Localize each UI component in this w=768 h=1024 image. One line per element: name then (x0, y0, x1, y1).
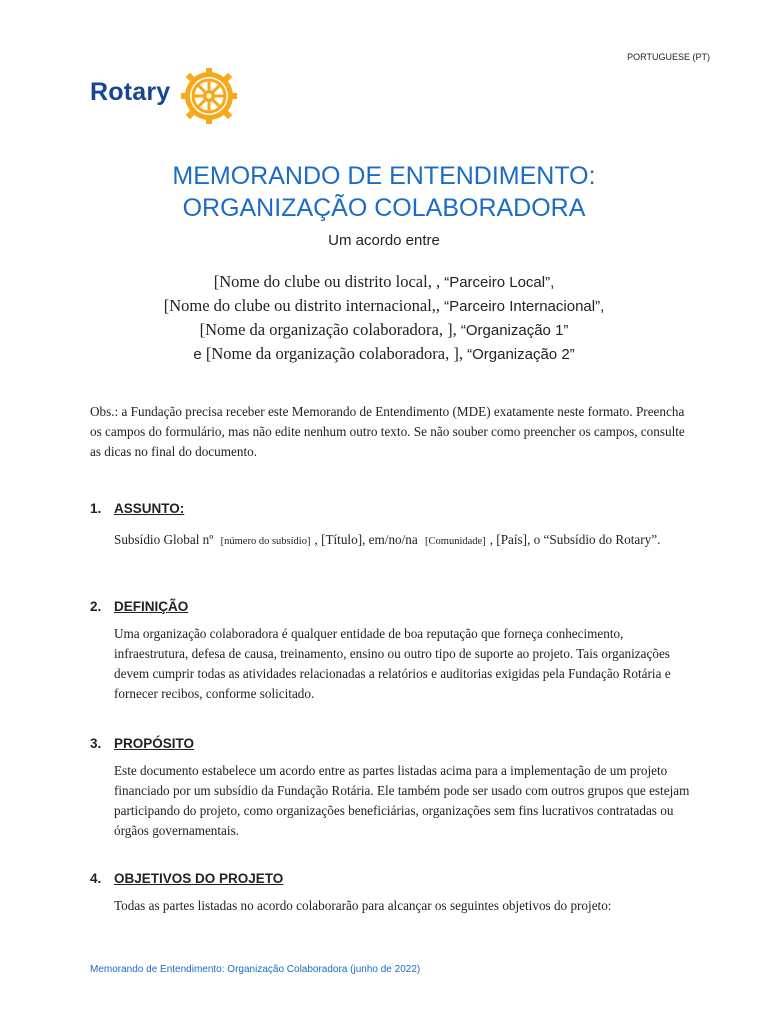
party-role: “Organização 1” (460, 322, 569, 339)
title-line-1: MEMORANDO DE ENTENDIMENTO: (172, 162, 596, 190)
party-field[interactable]: [Nome da organização colaboradora, ], (199, 320, 461, 339)
section-heading: 3. PROPÓSITO (90, 736, 195, 751)
parties-list (0, 270, 768, 366)
rotary-logo (90, 66, 250, 126)
section-body: Este documento estabelece um acordo entre as partes listadas acima para a implementação de um projeto financiado por um subsídio da Fundação Rotária. Ele também pode ser usado com outros grupos que estejam participando do projeto, como organizações beneficiárias, organizações sem fins lucrativos contratadas ou órgãos governamentais. (114, 763, 690, 838)
title-line-2: ORGANIZAÇÃO COLABORADORA (182, 194, 586, 222)
section-definicao (90, 599, 690, 704)
community-field[interactable]: [Comunidade] (425, 536, 486, 547)
party-organization-2 (0, 342, 768, 366)
section-heading: 2. DEFINIÇÃO (90, 599, 189, 614)
party-role: “Parceiro Local”, (444, 274, 555, 291)
party-local (0, 270, 768, 294)
section-body: Todas as partes listadas no acordo colaborarão para alcançar os seguintes objetivos do projeto: (114, 898, 612, 913)
party-role: “Organização 2” (467, 346, 575, 363)
observation-note: Obs.: a Fundação precisa receber este Memorando de Entendimento (MDE) exatamente neste formato. Preencha os campos do formulário, mas não edite nenhum outro texto. Se não souber como preencher os campos, consulte as dicas no final do documento. (90, 404, 685, 459)
subtitle: Um acordo entre (328, 232, 440, 249)
party-field[interactable]: [Nome da organização colaboradora, ], (205, 344, 468, 363)
language-label: PORTUGUESE (PT) (627, 52, 710, 62)
section-heading: 1. ASSUNTO: (90, 501, 185, 516)
document-title (0, 160, 768, 224)
footer-text: Memorando de Entendimento: Organização Colaboradora (junho de 2022) (90, 964, 421, 975)
section-objetivos (90, 871, 690, 916)
logo-text: Rotary (90, 78, 171, 106)
party-role: “Parceiro Internacional”, (444, 298, 605, 315)
party-organization-1 (0, 318, 768, 342)
party-prefix: e (193, 346, 206, 363)
section-assunto (90, 501, 690, 552)
section-proposito (90, 736, 690, 841)
section-body: Subsídio Global nº [número do subsídio] , [Título], em/no/na [Comunidade] , [País], o “Subsídio do Rotary”. (114, 532, 661, 547)
party-international (0, 294, 768, 318)
section-body: Uma organização colaboradora é qualquer entidade de boa reputação que forneça conhecimento, infraestrutura, defesa de causa, treinamento, ensino ou outro tipo de suporte ao projeto. Tais organizações devem cumprir todas as atividades relacionadas a relatórios e auditorias exigidas pela Fundação Rotária e fornecer recibos, conforme solicitado. (114, 626, 671, 701)
party-field[interactable]: [Nome do clube ou distrito internacional,, (163, 296, 445, 315)
rotary-wheel-icon (179, 66, 239, 126)
grant-number-field[interactable]: [número do subsídio] (220, 536, 311, 547)
party-field[interactable]: [Nome do clube ou distrito local, , (213, 272, 445, 291)
section-heading: 4. OBJETIVOS DO PROJETO (90, 871, 284, 886)
